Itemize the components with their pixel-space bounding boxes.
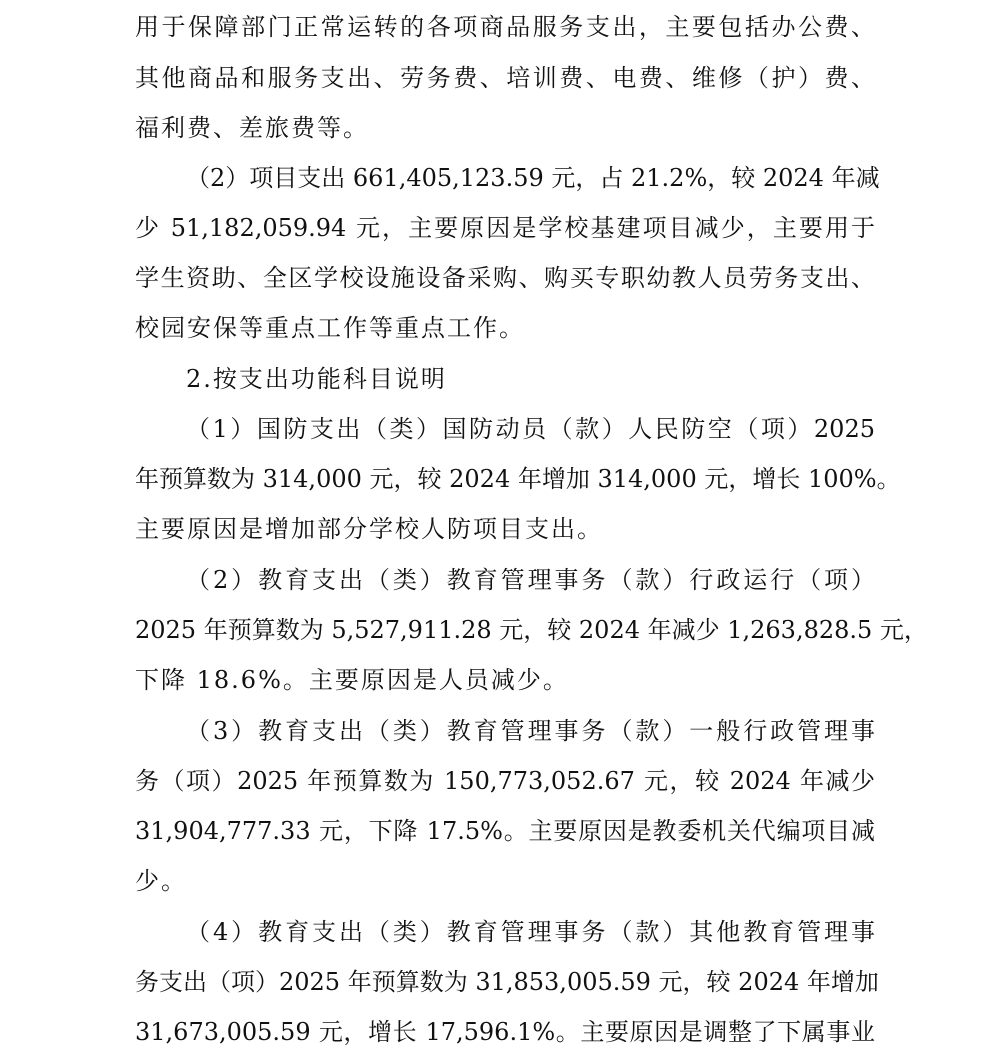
paragraph-line: 用于保障部门正常运转的各项商品服务支出，主要包括办公费、 (135, 13, 875, 41)
paragraph-line: 务（项）2025 年预算数为 150,773,052.67 元，较 2024 年减少 (135, 767, 875, 795)
paragraph-line: （2）项目支出 661,405,123.59 元，占 21.2%，较 2024 年减 (186, 164, 880, 192)
section-heading: 2.按支出功能科目说明 (186, 365, 447, 393)
paragraph-line: 2025 年预算数为 5,527,911.28 元，较 2024 年减少 1,263,828.5 元， (135, 616, 928, 644)
paragraph-line: 主要原因是增加部分学校人防项目支出。 (135, 515, 603, 543)
paragraph-line: 学生资助、全区学校设施设备采购、购买专职幼教人员劳务支出、 (135, 264, 875, 292)
paragraph-line: （1）国防支出（类）国防动员（款）人民防空（项）2025 (186, 415, 875, 443)
paragraph-line: 务支出（项）2025 年预算数为 31,853,005.59 元，较 2024 年增加 (135, 968, 879, 996)
paragraph-line: 下降 18.6%。主要原因是人员减少。 (135, 666, 569, 694)
paragraph-line: 校园安保等重点工作等重点工作。 (135, 314, 525, 342)
paragraph-line: 少 51,182,059.94 元，主要原因是学校基建项目减少，主要用于 (135, 214, 875, 242)
paragraph-line: 31,904,777.33 元，下降 17.5%。主要原因是教委机关代编项目减 (135, 817, 875, 845)
paragraph-line: （4）教育支出（类）教育管理事务（款）其他教育管理事 (186, 918, 875, 946)
paragraph-line: （3）教育支出（类）教育管理事务（款）一般行政管理事 (186, 717, 875, 745)
paragraph-line: 少。 (135, 867, 187, 895)
paragraph-line: （2）教育支出（类）教育管理事务（款）行政运行（项） (186, 566, 875, 594)
paragraph-line: 年预算数为 314,000 元，较 2024 年增加 314,000 元，增长 100%。 (135, 465, 901, 493)
paragraph-line: 福利费、差旅费等。 (135, 114, 369, 142)
paragraph-line: 31,673,005.59 元，增长 17,596.1%。主要原因是调整了下属事业 (135, 1018, 875, 1046)
paragraph-line: 其他商品和服务支出、劳务费、培训费、电费、维修（护）费、 (135, 64, 875, 92)
